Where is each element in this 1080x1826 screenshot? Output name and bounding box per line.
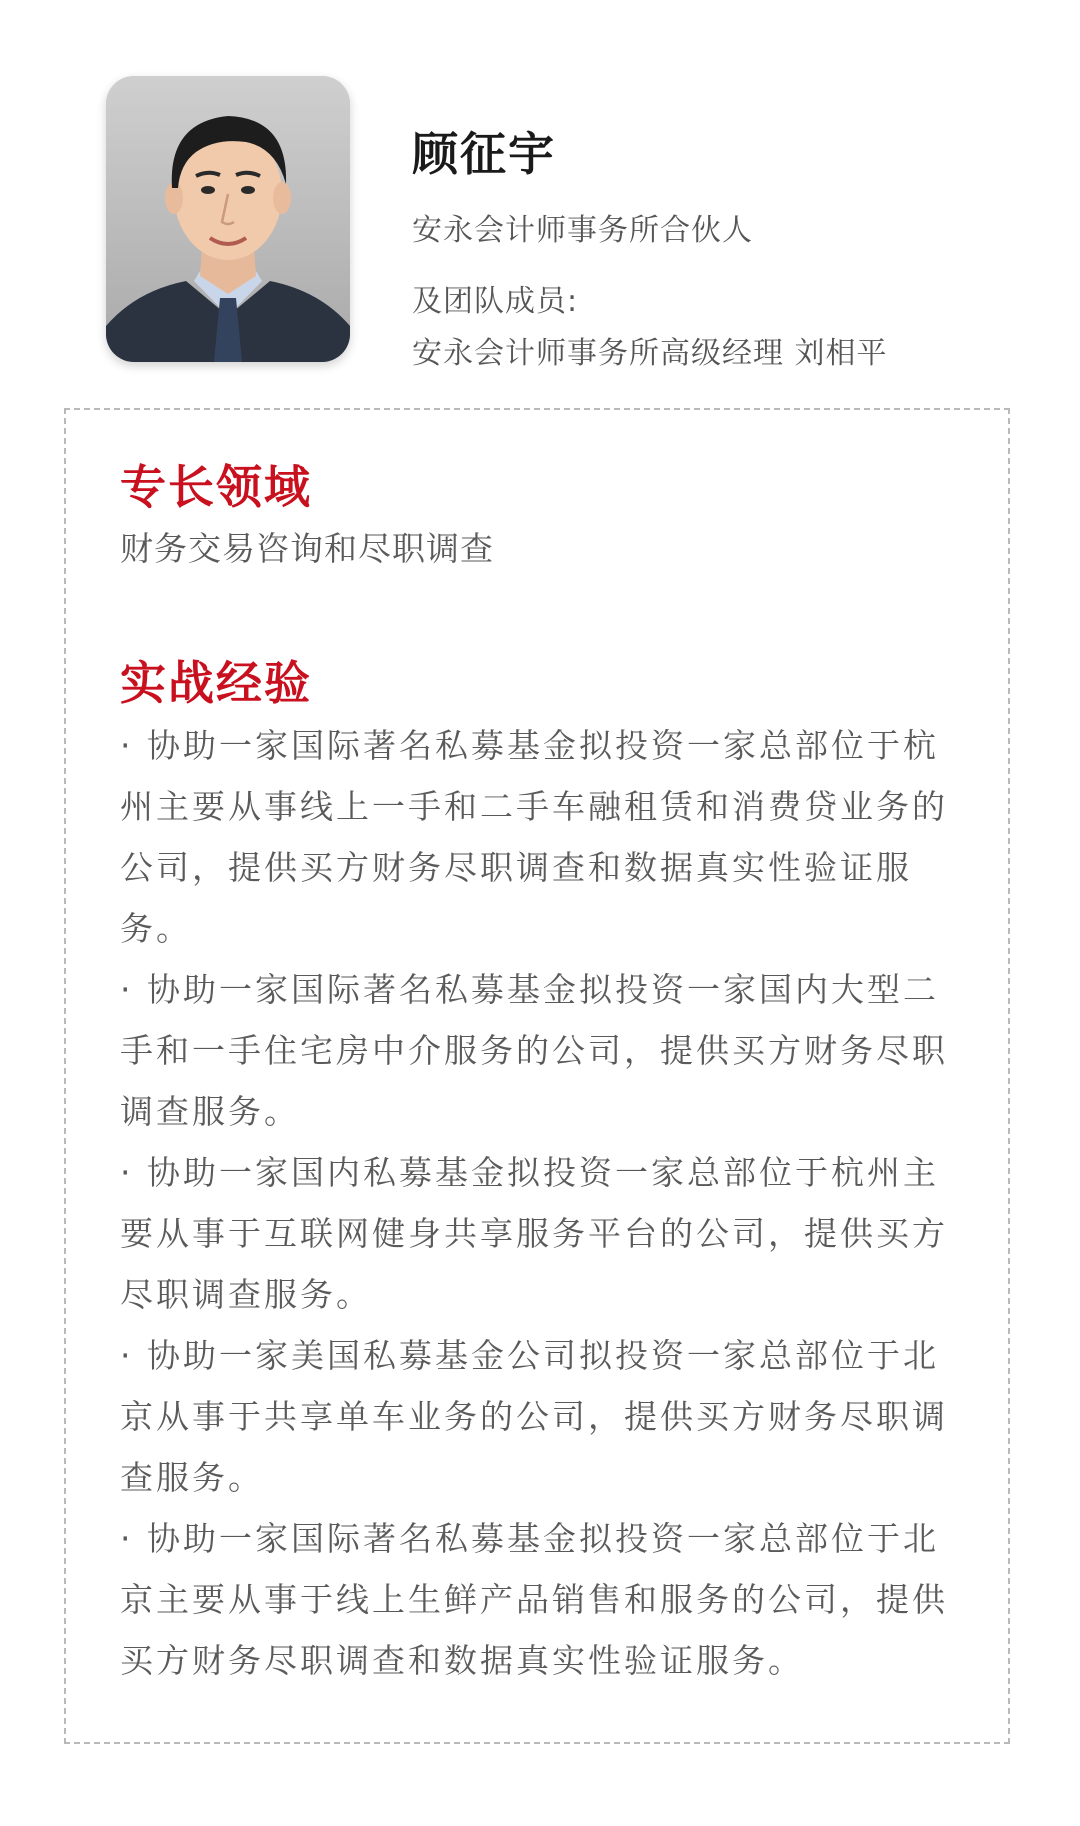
experience-heading: 实战经验 — [120, 656, 312, 710]
experience-item-text: 协助一家美国私募基金公司拟投资一家总部位于北京从事于共享单车业务的公司，提供买方财务尽职调查服务。 — [120, 1336, 948, 1497]
section-gap — [120, 579, 960, 651]
person-name: 顾征宇 — [412, 127, 556, 181]
bullet-icon: · — [120, 726, 134, 765]
content-area — [120, 455, 960, 1691]
experience-item-text: 协助一家国际著名私募基金拟投资一家国内大型二手和一手住宅房中介服务的公司，提供买方财务尽职调查服务。 — [120, 970, 948, 1131]
team-label: 及团队成员: — [412, 284, 579, 319]
experience-item — [120, 1325, 960, 1508]
experience-list — [120, 715, 960, 1691]
bullet-icon: · — [120, 1336, 134, 1375]
experience-item — [120, 1508, 960, 1691]
experience-item — [120, 959, 960, 1142]
experience-item-text: 协助一家国际著名私募基金拟投资一家总部位于杭州主要从事线上一手和二手车融租赁和消费贷业务的公司，提供买方财务尽职调查和数据真实性验证服务。 — [120, 726, 948, 948]
team-member: 安永会计师事务所高级经理 刘相平 — [412, 336, 888, 371]
experience-item-text: 协助一家国际著名私募基金拟投资一家总部位于北京主要从事于线上生鲜产品销售和服务的公司，提供买方财务尽职调查和数据真实性验证服务。 — [120, 1519, 948, 1680]
bullet-icon: · — [120, 1519, 134, 1558]
experience-item — [120, 1142, 960, 1325]
expertise-text: 财务交易咨询和尽职调查 — [120, 529, 494, 568]
experience-item — [120, 715, 960, 959]
experience-item-text: 协助一家国内私募基金拟投资一家总部位于杭州主要从事于互联网健身共享服务平台的公司，提供买方尽职调查服务。 — [120, 1153, 948, 1314]
person-title: 安永会计师事务所合伙人 — [412, 213, 753, 248]
expertise-heading: 专长领域 — [120, 460, 312, 514]
profile-photo — [106, 76, 350, 362]
portrait-image — [106, 76, 350, 362]
bullet-icon: · — [120, 1153, 134, 1192]
bullet-icon: · — [120, 970, 134, 1009]
